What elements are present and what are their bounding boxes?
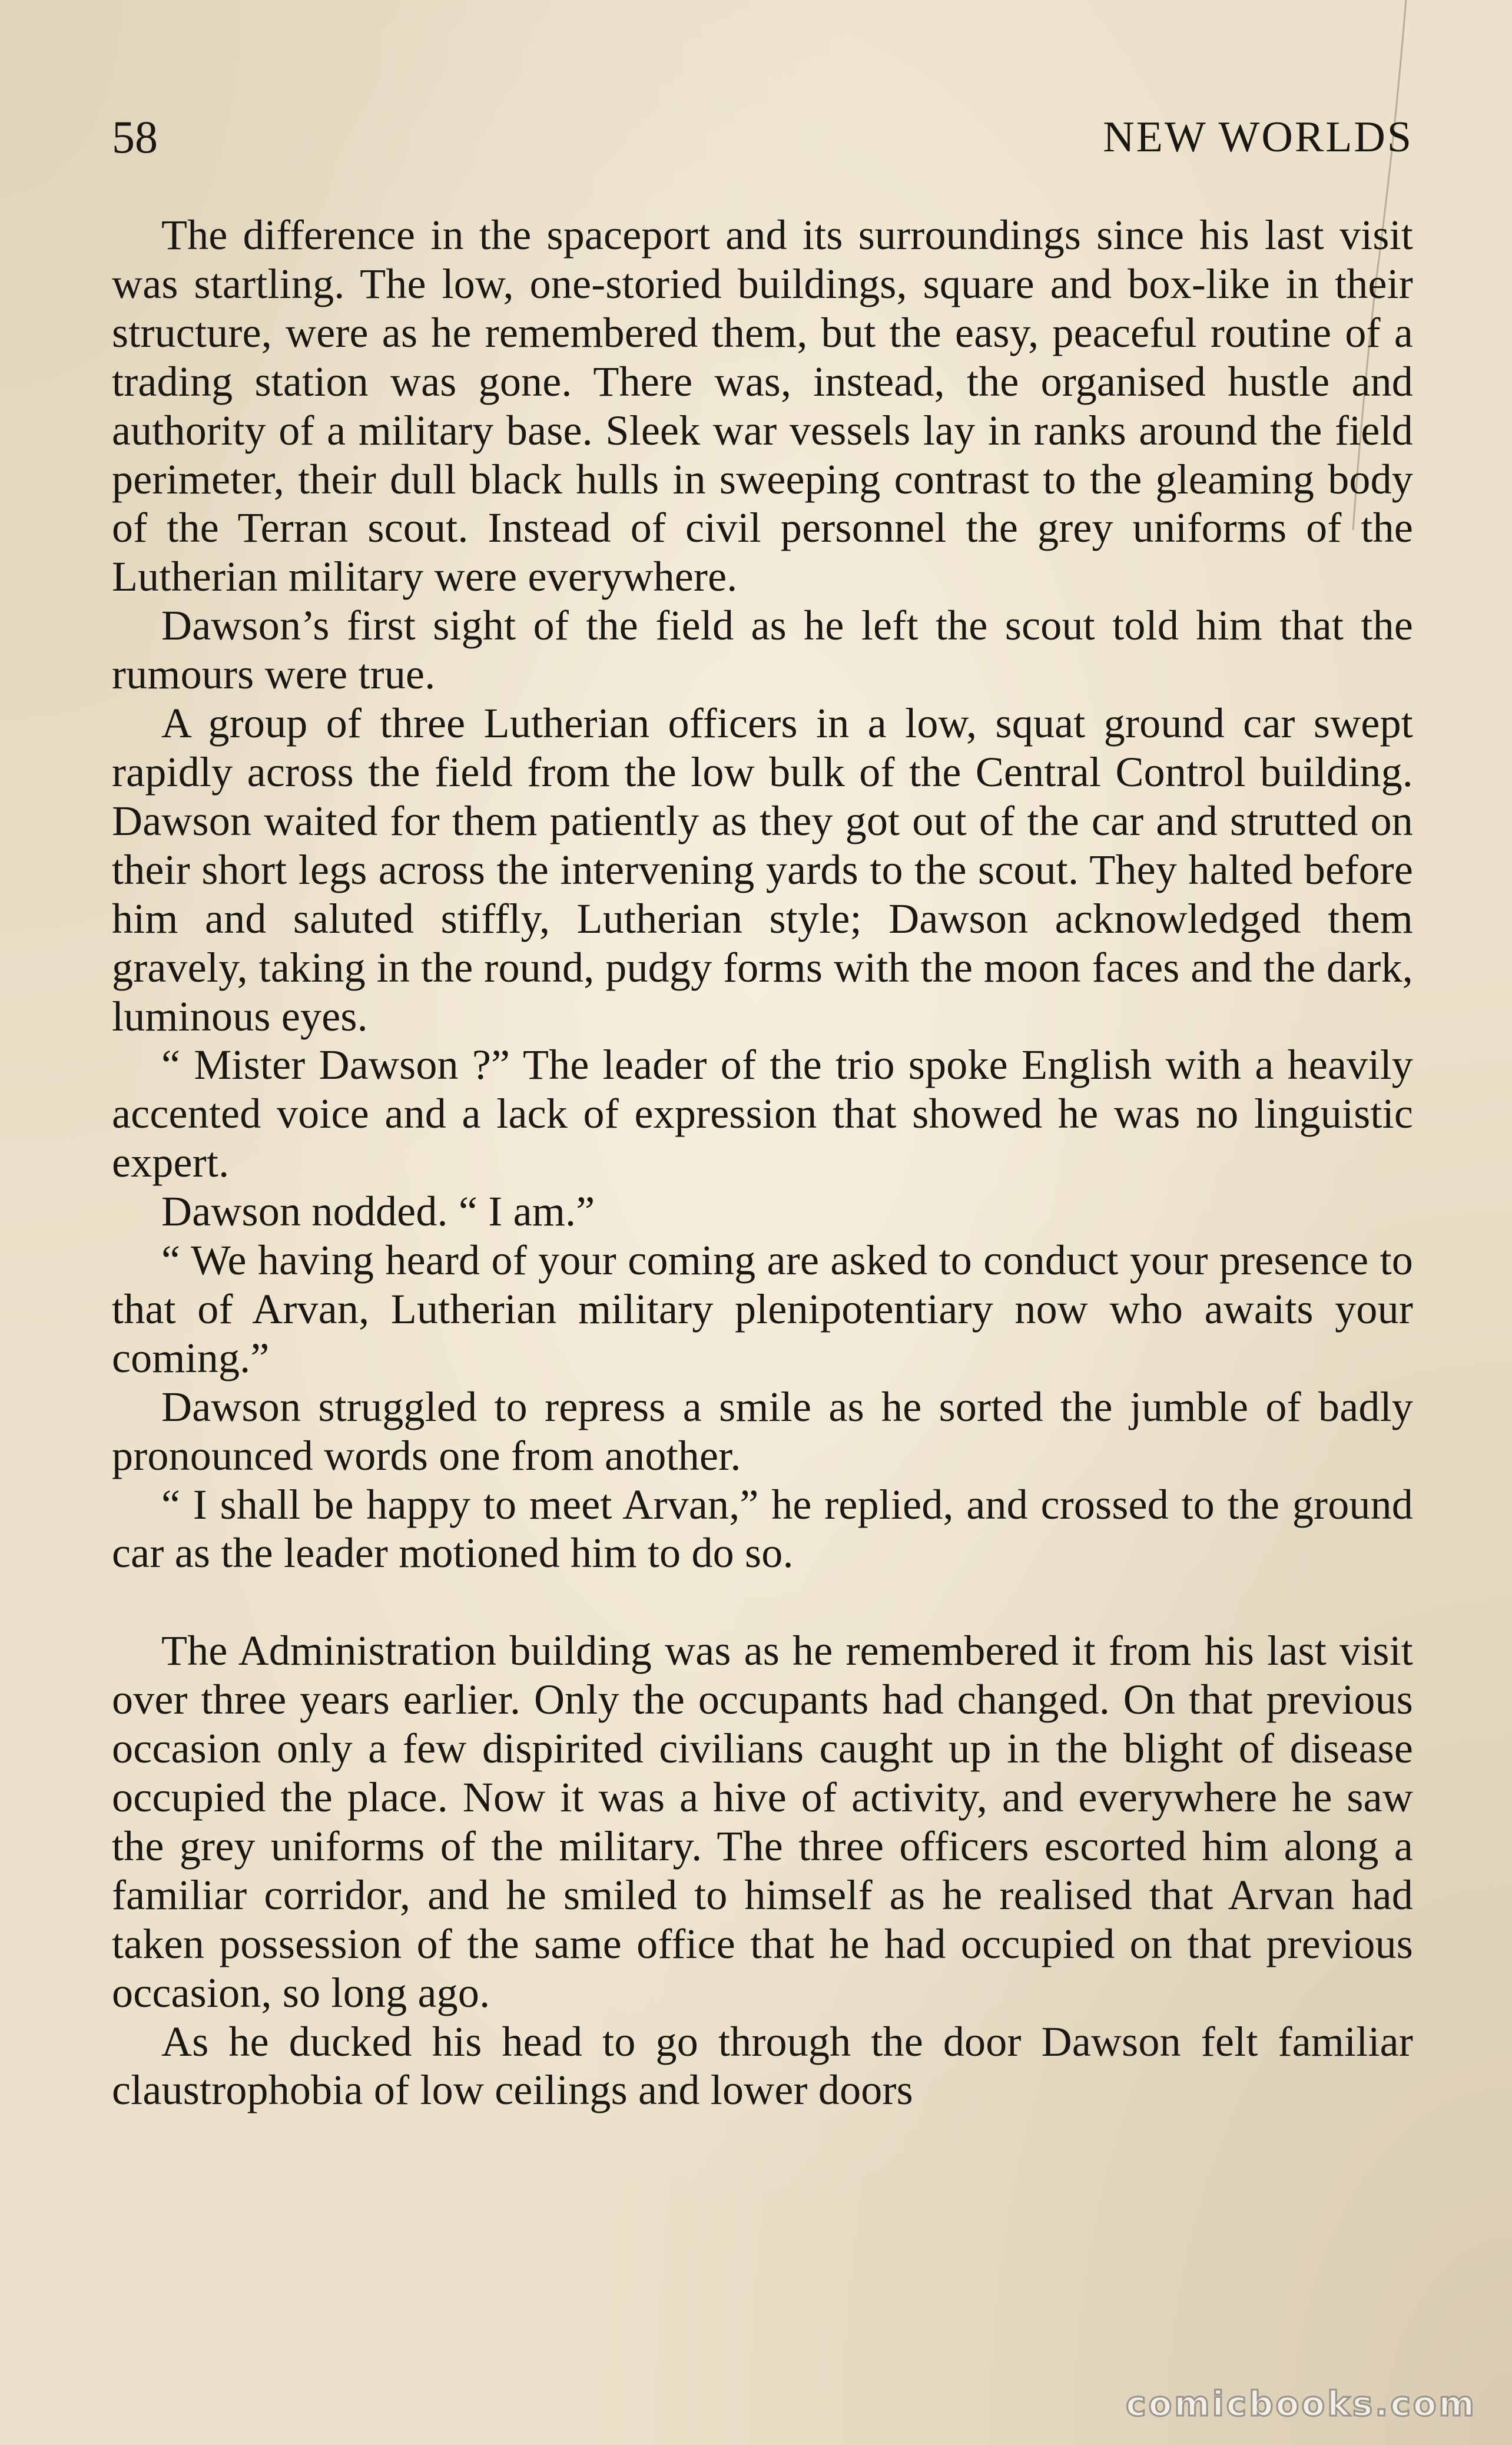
paragraph: “ We having heard of your coming are asked to conduct your presence to that of Arvan, Lutherian military plenipotentiary now who awaits your coming.” (112, 1237, 1413, 1381)
paragraph: The difference in the spaceport and its surroundings since his last visit was startling. The low, one-storied buildings, square and box-like in their structure, were as he remembered them, but the easy, peaceful routine of a trading station was gone. There was, instead, the organised hustle and authority of a military base. Sleek war vessels lay in ranks around the field perimeter, their dull black hulls in sweeping contrast to the gleaming body of the Terran scout. Instead of civil personnel the grey uniforms of the Lutherian military were everywhere. (112, 211, 1413, 601)
section-break (112, 1578, 1413, 1626)
paragraph: The Administration building was as he remembered it from his last visit over three years earlier. Only the occupants had changed. On that previous occasion only a few dispirited civilians caught up in the blight of disease occupied the place. Now it was a hive of activity, and everywhere he saw the grey uniforms of the military. The three officers escorted him along a familiar corridor, and he smiled to himself as he realised that Arvan had taken possession of the same office that he had occupied on that previous occasion, so long ago. (112, 1627, 1413, 2016)
paragraph: Dawson nodded. “ I am.” (161, 1188, 595, 1235)
paragraph: “ Mister Dawson ?” The leader of the trio spoke English with a heavily accented voice and a lack of expression that showed he was no linguistic expert. (112, 1041, 1413, 1187)
watermark-logo: comicbooks.com (1126, 2384, 1477, 2424)
paragraph: Dawson’s first sight of the field as he left the scout told him that the rumours were true. (112, 602, 1413, 698)
page-number: 58 (112, 111, 158, 163)
paragraph: A group of three Lutherian officers in a low, squat ground car swept rapidly across the field from the low bulk of the Central Control building. Dawson waited for them patiently as they got out of the car and strutted on their short legs across the intervening yards to the scout. They halted before him and saluted stiffly, Lutherian style; Dawson acknowledged them gravely, taking in the round, pudgy forms with the moon faces and the dark, luminous eyes. (112, 700, 1413, 1040)
paragraph: “ I shall be happy to meet Arvan,” he replied, and crossed to the ground car as the leader motioned him to do so. (112, 1480, 1413, 1577)
article-body (112, 211, 1413, 2115)
paragraph: Dawson struggled to repress a smile as he sorted the jumble of badly pronounced words one from another. (112, 1383, 1413, 1479)
page-header (112, 111, 1413, 164)
running-head: NEW WORLDS (1103, 113, 1413, 161)
paragraph: As he ducked his head to go through the door Dawson felt familiar claustrophobia of low ceilings and lower doors (112, 2017, 1413, 2114)
